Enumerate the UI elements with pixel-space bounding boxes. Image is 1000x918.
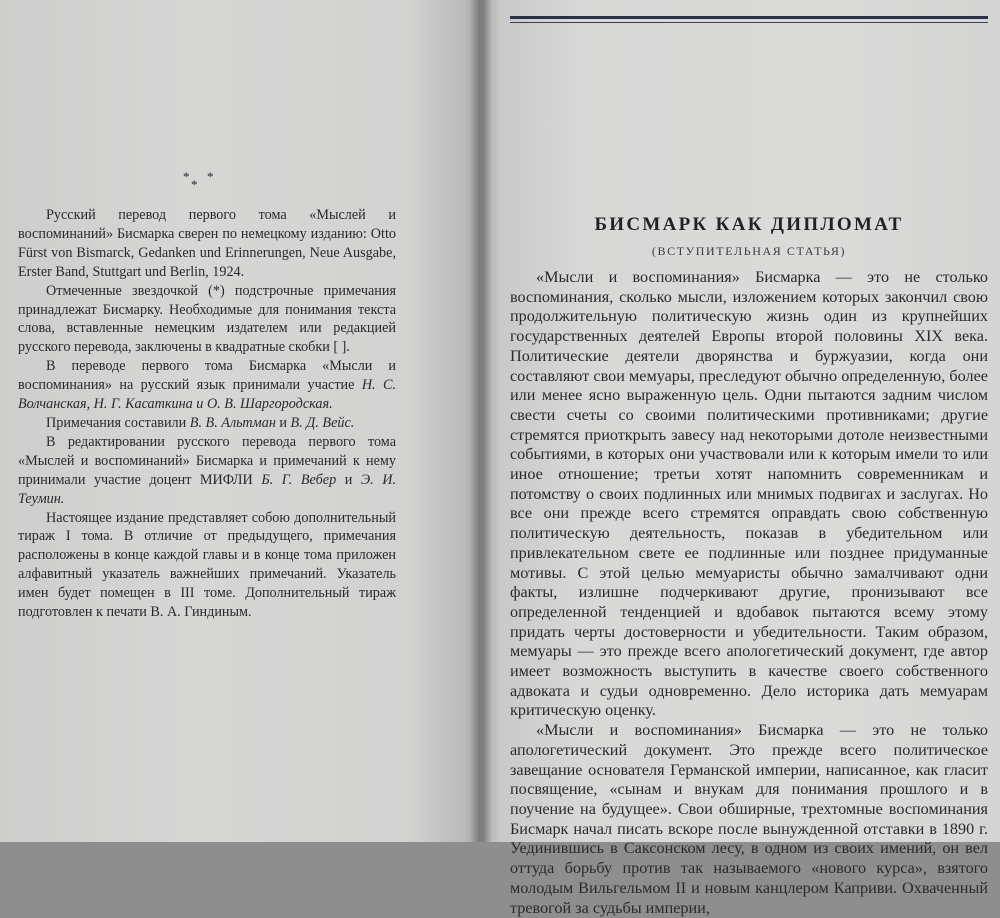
notes-paragraph <box>18 414 396 433</box>
notes-intro: Примечания составили <box>46 414 187 431</box>
asterisk: * <box>183 169 192 184</box>
translators-names: Н. С. Волчанская, Н. Г. Касаткина и О. В. Шаргородская. <box>18 377 396 413</box>
header-rule <box>510 16 988 19</box>
article-paragraph: «Мысли и воспоминания» Бисмарка — это не столько воспоминания, сколько мысли, изложением которых закончил свою продолжительную политическую жизнь один из крупнейших государственных деятелей Европы второй половины XIX века. Политические деятели дворянства и буржуазии, когда они составляют свои мемуары, преследуют обычно определенную, более или менее ясно выраженную цель. Одни пытаются задним числом свести счеты со своими политическими противниками; другие стремятся приоткрыть завесу над некоторыми дотоле неизвестными событиями, в которых они участвовали или к которым имели то или иное отношение; третьи хотят напомнить современникам и потомству о своих подлинных или мнимых подвигах и заслугах. Но все они прежде всего стремятся оправдать свою собственную политическую деятельность, показав в убедительном или привлекательном свете ее подлинные или позднее придуманные мотивы. С этой целью мемуаристы обычно замалчивают одни факты, излишне подчеркивают другие, пронизывают все определенной тенденцией и вдобавок пытаются всему этому придать черты достоверности и убедительности. Таким образом, мемуары — это прежде всего апологетический документ, где автор имеет возможность выступить в качестве своего собственного адвоката и судьи одновременно. Дело историка дать мемуарам критическую оценку. <box>510 268 988 720</box>
asterisk: * <box>207 169 216 184</box>
footnotes-paragraph: Отмеченные звездочкой (*) подстрочные примечания принадлежат Бисмарку. Необходимые для понимания текста слова, вставленные немецким издателем или редакцией русского перевода, заключены в квадратные скобки [ ]. <box>18 282 396 356</box>
article-title: БИСМАРК КАК ДИПЛОМАТ <box>594 214 904 235</box>
editor-1: Б. Г. Вебер <box>261 471 337 488</box>
section-separator <box>183 169 227 196</box>
translators-paragraph <box>18 357 396 414</box>
translators-intro: В переводе первого тома Бисмарка «Мысли и воспоминания» на русский язык принимали участие <box>18 358 396 394</box>
translation-source-paragraph: Русский перевод первого тома «Мыслей и воспоминаний» Бисмарка сверен по немецкому изданию: Otto Fürst von Bismarck, Gedanken und Erinnerungen, Neue Ausgabe, Erster Band, Stuttgart und Berlin, 1924. <box>18 207 396 280</box>
header-rule-thin <box>510 22 988 23</box>
article-subtitle: (ВСТУПИТЕЛЬНАЯ СТАТЬЯ) <box>651 244 847 258</box>
publication-notes <box>18 206 396 622</box>
notes-author-2: В. Д. Вейс. <box>290 414 355 431</box>
book-gutter <box>470 0 492 842</box>
left-page <box>0 0 480 842</box>
article-body <box>510 268 988 918</box>
editors-and: и <box>344 471 353 488</box>
asterisk: * <box>191 177 200 192</box>
edition-paragraph: Настоящее издание представляет собою дополнительный тираж I тома. В отличие от предыдущего, примечания расположены в конце каждой главы и в конце тома приложен алфавитный указатель важнейших примечаний. Указатель имен будет помещен в III томе. Дополнительный тираж подготовлен к печати В. А. Гиндиным. <box>18 509 396 621</box>
article-paragraph: «Мысли и воспоминания» Бисмарка — это не только апологетический документ. Это прежде всего политическое завещание основателя Германской империи, написанное, как гласит посвящение, «сынам и внукам для понимания прошлого и в поучение на будущее». Свои обширные, трехтомные воспоминания Бисмарк начал писать вскоре после вынужденной отставки в 1890 г. Уединившись в Саксонском лесу, в одном из своих имений, он вел оттуда борьбу против так называемого «нового курса», взятого молодым Вильгельмом II и новым канцлером Каприви. Охваченный тревогой за судьбы империи, <box>510 721 988 917</box>
notes-author-1: В. В. Альтман <box>189 414 276 431</box>
editors-paragraph <box>18 433 396 509</box>
notes-and: и <box>279 414 287 431</box>
editor-2: Э. И. Теумин. <box>18 471 396 507</box>
editors-intro: В редактировании русского перевода первого тома «Мыслей и воспоминаний» Бисмарка и примечаний к нему принимали участие доцент МИФЛИ <box>18 433 396 488</box>
